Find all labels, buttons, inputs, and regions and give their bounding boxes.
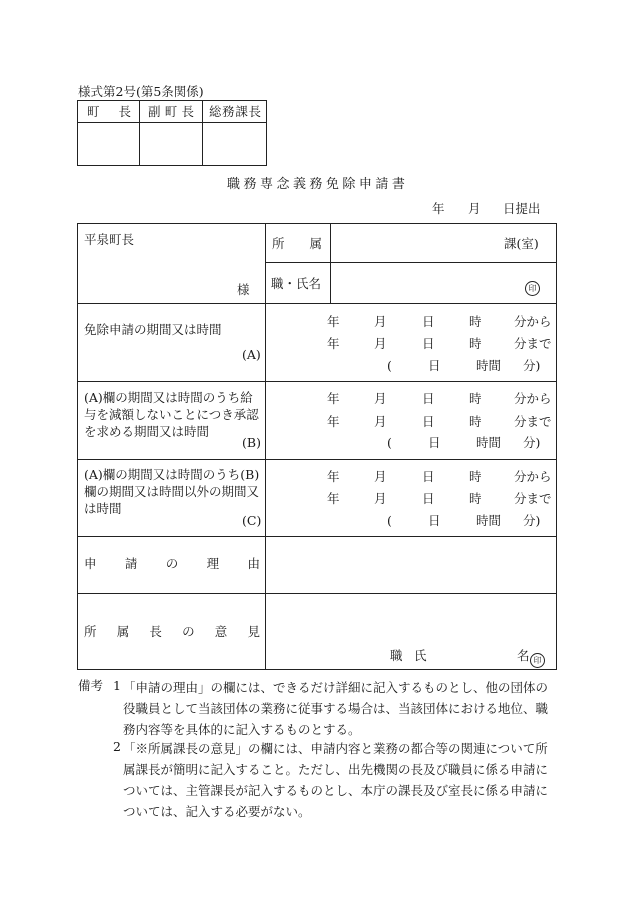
note-1-text: 「申請の理由」の欄には、できるだけ詳細に記入するものとし、他の団体の役職員として当該団体の業務に従事する場合は、当該団体における地位、職務内容等を具体的に記入するものとする。 [123, 680, 549, 737]
period-a-mark: (A) [242, 347, 261, 362]
dept-suffix: 課(室) [504, 236, 539, 251]
addressee-name: 平泉町長 [84, 232, 135, 247]
form-id: 様式第2号(第5条関係) [78, 84, 204, 99]
approval-deputy: 副 町 長 [148, 104, 194, 119]
note-1-number: 1 [113, 678, 121, 693]
period-c-mark: (C) [242, 513, 262, 528]
reason-label: 申 請 の 理 由 [84, 556, 260, 571]
opinion-mei: 名 [517, 648, 530, 663]
period-a-label: 免除申請の期間又は時間 [84, 322, 222, 337]
submit-year: 年 [432, 201, 445, 216]
period-c-label: (A)欄の期間又は時間のうち(B)欄の期間又は時間以外の期間又は時間 [84, 467, 260, 516]
approval-director: 総 務 課 長 [209, 104, 261, 119]
opinion-seal-mark: 印 [530, 648, 545, 668]
period-b-mark: (B) [242, 435, 261, 450]
period-b-label: (A)欄の期間又は時間のうち給与を減額しないことにつき承認を求める期間又は時間 [84, 390, 259, 439]
approval-mayor: 町 長 [87, 104, 131, 119]
submit-month: 月 [468, 201, 481, 216]
opinion-shoku: 職 [390, 648, 403, 663]
submit-day: 日提出 [503, 201, 541, 216]
note-2-number: 2 [113, 739, 121, 754]
opinion-label: 所 属 長 の 意 見 [84, 624, 260, 639]
opinion-shi: 氏 [414, 648, 427, 663]
dept-label: 所 属 [272, 236, 322, 251]
approval-table [77, 100, 267, 166]
notes-heading: 備考 [78, 678, 104, 693]
document-title: 職 務 専 念 義 務 免 除 申 請 書 [227, 177, 405, 192]
seal-mark: 印 [525, 276, 540, 296]
application-table: 平泉町長 様 所 属 課(室) 職・氏名 印 免除申請の期間又は時間 (A) 年 月 日 時 分から 年 月 日 時 分まで ( 日 時間 分) (A)欄の期間又は時間のうち給与を減額しないことにつき承認を求める期間又は時間 (B) 年 月 日 時 分から 年 月 日 時 分まで ( 日 時間 分) (A)欄の期間又は時間のうち(B)欄の期間又は時間以外の期間又は時間 (C) 年 月 日 時 分から 年 月 日 時 分まで ( 日 時間 分) 申 請 の 理 由 所 属 長 の 意 見 職 氏 名 印 [77, 223, 557, 670]
addressee-honorific: 様 [237, 282, 250, 297]
name-label: 職・氏名 [271, 276, 322, 291]
note-2-text: 「※所属課長の意見」の欄には、申請内容と業務の都合等の関連について所属課長が簡明に記入すること。ただし、出先機関の長及び職員に係る申請については、主管課長が記入するものとし、本庁の課長及び室長に係る申請については、記入する必要がない。 [123, 741, 549, 819]
